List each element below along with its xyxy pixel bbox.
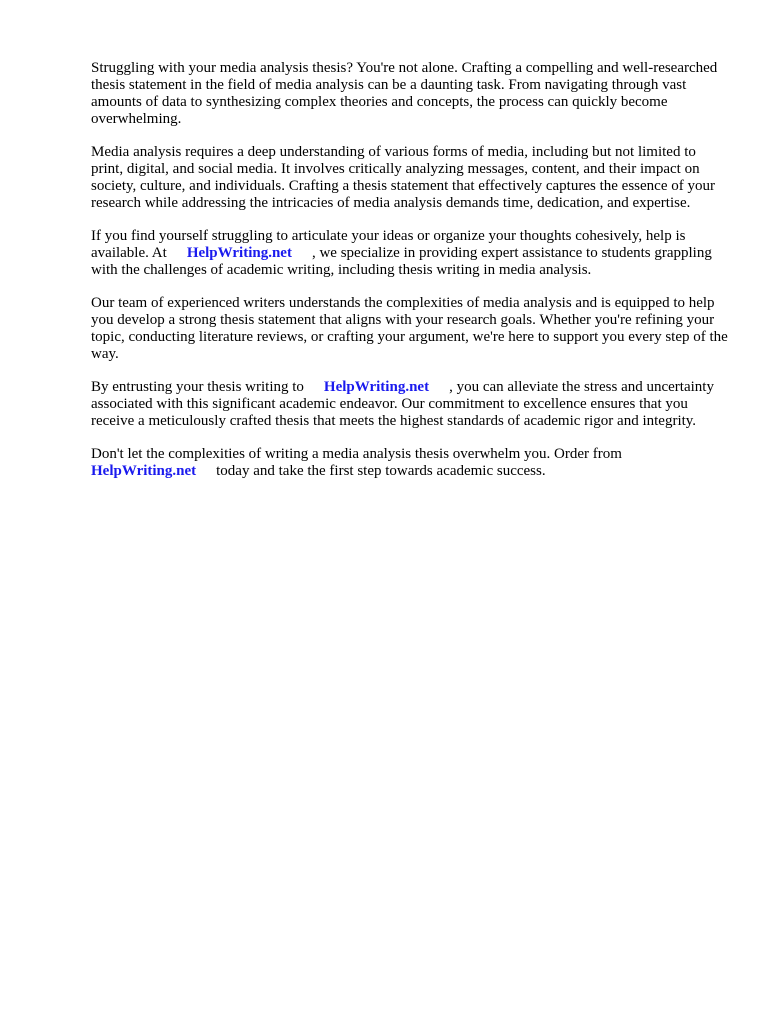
paragraph-entrusting-text-start: By entrusting your thesis writing to [91, 379, 304, 395]
helpwriting-link[interactable]: HelpWriting.net [91, 463, 197, 479]
document-body [91, 60, 731, 496]
paragraph-help-available-text-end: , we specialize in providing expert assistance to students grappling with the challenges of academic writing, including thesis writing in media analysis. [91, 245, 712, 278]
helpwriting-link[interactable]: HelpWriting.net [186, 245, 292, 261]
paragraph-help-available [91, 228, 731, 279]
paragraph-entrusting-text-end: , you can alleviate the stress and uncertainty associated with this significant academic endeavor. Our commitment to excellence ensures that you receive a meticulously crafted thesis that meets the highest standards of academic rigor and integrity. [91, 379, 714, 429]
paragraph-order-cta-text-start: Don't let the complexities of writing a media analysis thesis overwhelm you. Order from [91, 446, 622, 462]
paragraph-entrusting [91, 379, 731, 430]
helpwriting-link[interactable]: HelpWriting.net [323, 379, 430, 395]
paragraph-team: Our team of experienced writers understands the complexities of media analysis and is equipped to help you develop a strong thesis statement that aligns with your research goals. Whether you're refining your topic, conducting literature reviews, or crafting your argument, we're here to support you every step of the way. [91, 295, 728, 362]
paragraph-intro: Struggling with your media analysis thesis? You're not alone. Crafting a compelling and well-researched thesis statement in the field of media analysis can be a daunting task. From navigating through vast amounts of data to synthesizing complex theories and concepts, the process can quickly become overwhelming. [91, 60, 718, 127]
paragraph-help-available-text-start: If you find yourself struggling to articulate your ideas or organize your thoughts cohesively, help is available. At [91, 228, 686, 261]
paragraph-order-cta [91, 446, 731, 480]
paragraph-media-analysis: Media analysis requires a deep understanding of various forms of media, including but not limited to print, digital, and social media. It involves critically analyzing messages, content, and their impact on society, culture, and individuals. Crafting a thesis statement that effectively captures the essence of your research while addressing the intricacies of media analysis demands time, dedication, and expertise. [91, 144, 715, 211]
paragraph-order-cta-text-end: today and take the first step towards academic success. [216, 463, 546, 479]
